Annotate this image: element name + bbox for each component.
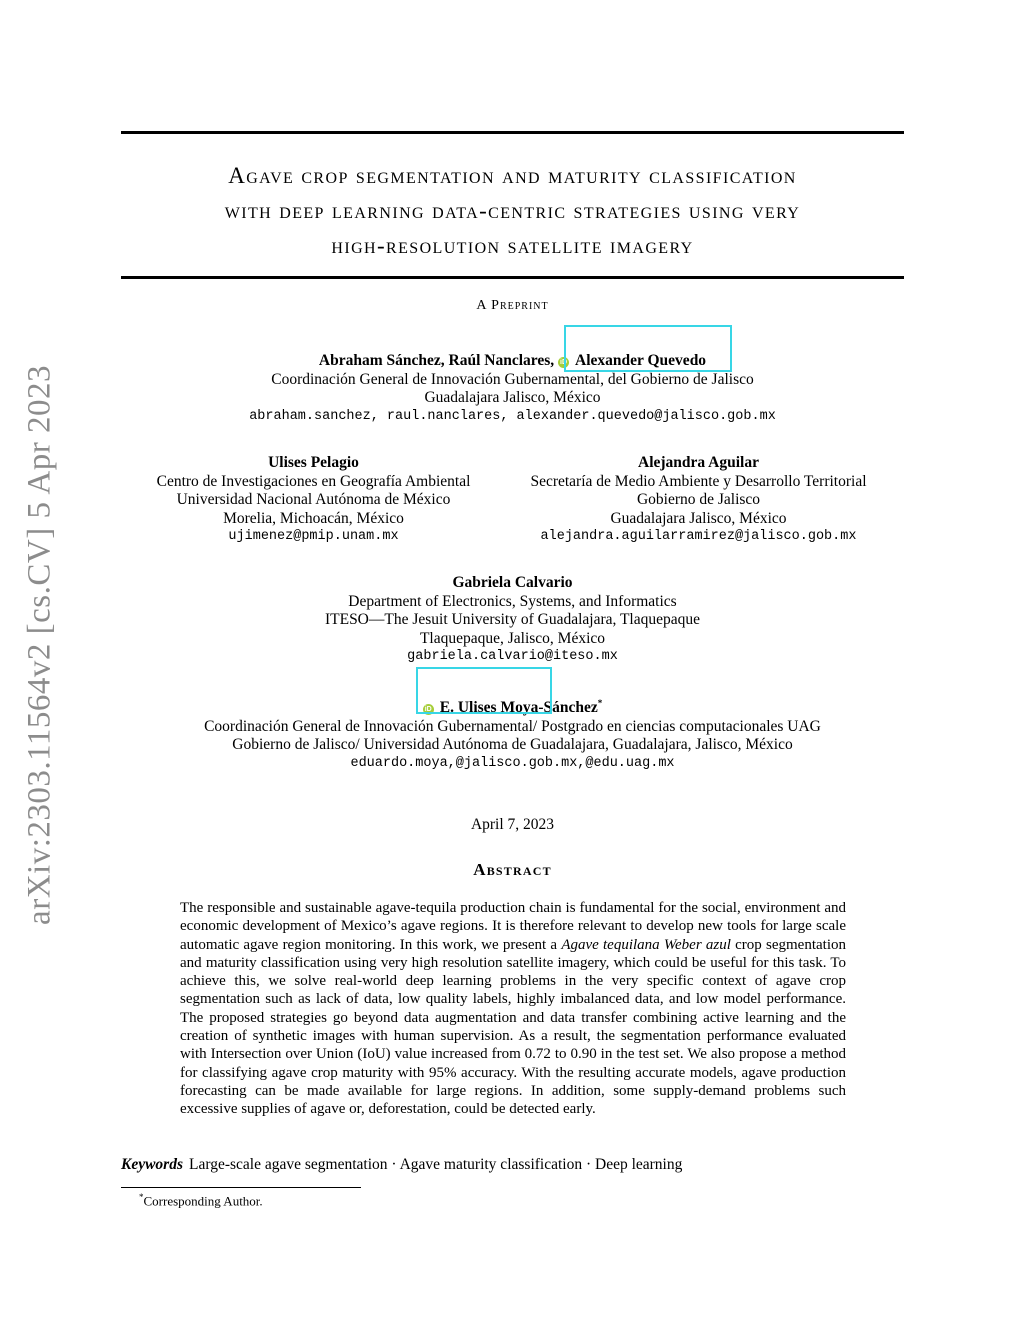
preprint-label: A Preprint: [476, 298, 549, 313]
affiliation-line: Centro de Investigaciones en Geografía Ambiental: [156, 472, 471, 490]
affiliation-line: Tlaquepaque, Jalisco, México: [419, 629, 606, 647]
abstract-text: The responsible and sustainable agave-tequila production chain is fundamental for the social, environment and economic development of Mexico’s agave regions. It is therefore relevant to develop new tools for large scale automatic agave region monitoring. In this work, we present a: [180, 900, 846, 953]
author-email: alejandra.aguilarramirez@jalisco.gob.mx: [540, 529, 857, 544]
author-group-main: [121, 352, 904, 426]
author-email: ujimenez@pmip.unam.mx: [228, 529, 399, 544]
abstract-text: crop segmentation and maturity classification using very high resolution satellite imagery, which could be useful for this task. To achieve this, we solve real-world deep learning problems in the very specific context of agave crop segmentation such as lack of data, low quality labels, highly imbalanced data, and low model performance. The proposed strategies go beyond data augmentation and data transfer combining active learning and the creation of synthetic images with human supervision. As a result, the segmentation performance evaluated with Intersection over Union (IoU) value increased from 0.72 to 0.90 in the test set. We also propose a method for classifying agave crop maturity with 95% accuracy. With the resulting accurate models, agave production forecasting can be made available for large regions. In addition, some supply-demand problems such excessive supplies of agave or, deforestation, could be detected early.: [180, 936, 846, 1118]
affiliation-line: Department of Electronics, Systems, and Informatics: [348, 592, 677, 610]
affiliation-line: Gobierno de Jalisco/ Universidad Autónoma de Guadalajara, Guadalajara, Jalisco, México: [232, 736, 793, 754]
author-names: [121, 352, 904, 371]
keywords-label: Keywords: [121, 1156, 183, 1173]
affiliation-line: Guadalajara Jalisco, México: [424, 389, 601, 406]
footnote-mark: *: [139, 1192, 144, 1202]
author-email: eduardo.moya,@jalisco.gob.mx,@edu.uag.mx: [350, 755, 675, 771]
paper-title: [121, 158, 904, 263]
author-quevedo-name[interactable]: Alexander Quevedo: [575, 352, 707, 369]
author-moya-name[interactable]: E. Ulises Moya-Sánchez: [439, 699, 598, 717]
author-emails: abraham.sanchez, raul.nanclares, alexander.quevedo@jalisco.gob.mx: [249, 408, 776, 424]
keywords: [121, 1156, 682, 1174]
footnote-marker[interactable]: *: [597, 698, 603, 708]
abstract-italic-species: Agave tequilana Weber azul: [561, 936, 731, 953]
author-name: Gabriela Calvario: [452, 574, 573, 591]
highlight-box-moya: [416, 667, 552, 714]
author-calvario: [121, 574, 904, 667]
title-line: high-resolution satellite imagery: [331, 233, 694, 258]
abstract-body: [180, 899, 846, 1119]
arxiv-identifier: arXiv:2303.11564v2 [cs.CV] 5 Apr 2023: [21, 365, 58, 925]
author-email: gabriela.calvario@iteso.mx: [407, 649, 618, 664]
orcid-icon[interactable]: iD: [560, 359, 568, 366]
affiliation-line: Universidad Nacional Autónoma de México: [176, 491, 451, 508]
highlight-box-quevedo: [564, 325, 732, 372]
abstract-heading: Abstract: [473, 860, 552, 879]
author-name: Alejandra Aguilar: [638, 454, 759, 471]
title-line: Agave crop segmentation and maturity classification: [228, 163, 797, 188]
paper-date: April 7, 2023: [470, 816, 555, 833]
footnote: [139, 1192, 263, 1209]
author-aguilar: [506, 454, 891, 547]
affiliation-line: Morelia, Michoacán, México: [223, 509, 404, 527]
footnote-text: Corresponding Author.: [143, 1193, 263, 1209]
affiliation-line: ITESO—The Jesuit University of Guadalajara, Tlaquepaque: [324, 611, 701, 628]
author-names-prefix: Abraham Sánchez, Raúl Nanclares,: [318, 352, 555, 369]
title-bottom-rule: [121, 276, 904, 279]
affiliation-line: Guadalajara Jalisco, México: [610, 509, 787, 527]
affiliation-line: Coordinación General de Innovación Gubernamental, del Gobierno de Jalisco: [271, 370, 754, 388]
title-top-rule: [121, 131, 904, 134]
author-pelagio: [121, 454, 506, 547]
author-name: Ulises Pelagio: [268, 454, 359, 471]
title-line: with deep learning data-centric strategies using very: [224, 198, 801, 223]
affiliation-line: Secretaría de Medio Ambiente y Desarrollo Territorial: [530, 472, 867, 490]
orcid-icon[interactable]: iD: [424, 706, 432, 714]
footnote-rule: [121, 1187, 361, 1188]
affiliation-line: Coordinación General de Innovación Gubernamental/ Postgrado en ciencias computacionales UAG: [204, 717, 821, 735]
affiliation-line: Gobierno de Jalisco: [636, 491, 761, 508]
keywords-text: Large-scale agave segmentation · Agave maturity classification · Deep learning: [189, 1156, 683, 1173]
